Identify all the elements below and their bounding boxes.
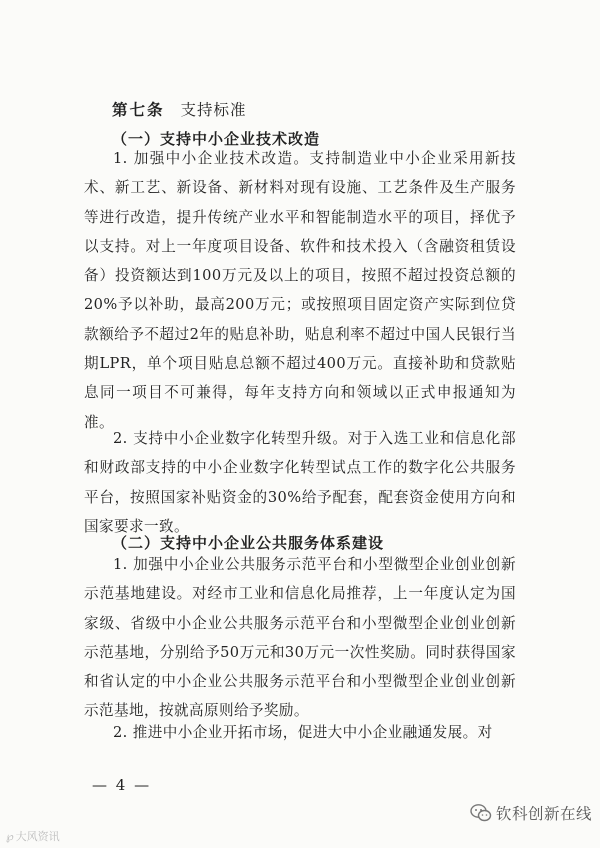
paragraph-2-1: 1. 加强中小企业公共服务示范平台和小型微型企业创业创新示范基地建设。对经市工业和信息化局推荐，上一年度认定为国家级、省级中小企业公共服务示范平台和小型微型企业创业创新示范基地，分别给予50万元和30万元一次性奖励。同时获得国家和省认定的中小企业公共服务示范平台和小型微型企业创业创新示范基地，按就高原则给予奖励。 <box>84 556 516 720</box>
watermark-left-text: 大风资讯 <box>15 830 60 843</box>
watermark-right <box>470 801 592 825</box>
article-title: 支持标准 <box>180 101 247 119</box>
watermark-left <box>6 828 60 844</box>
section-heading-2: （二）支持中小企业公共服务体系建设 <box>112 534 385 552</box>
page-number: — 4 — <box>92 776 152 794</box>
article-heading <box>112 98 247 120</box>
watermark-right-text: 钦科创新在线 <box>495 805 592 823</box>
watermark-logo-icon: ℘ <box>6 830 14 843</box>
paragraph-2-2: 2. 推进中小企业开拓市场，促进大中小企业融通发展。对 <box>113 724 493 741</box>
paragraph-1-2: 2. 支持中小企业数字化转型升级。对于入选工业和信息化部和财政部支持的中小企业数字化转型试点工作的数字化公共服务平台，按照国家补贴资金的30%给予配套，配套资金使用方向和国家要求一致。 <box>84 430 516 535</box>
section-heading-1: （一）支持中小企业技术改造 <box>112 130 321 148</box>
paragraph-1-1: 1. 加强中小企业技术改造。支持制造业中小企业采用新技术、新工艺、新设备、新材料对现有设施、工艺条件及生产服务等进行改造，提升传统产业水平和智能制造水平的项目，择优予以支持。对上一年度项目设备、软件和技术投入（含融资租赁设备）投资额达到100万元及以上的项目，按照不超过投资总额的20%予以补助，最高200万元；或按照项目固定资产实际到位贷款额给予不超过2年的贴息补助，贴息利率不超过中国人民银行当期LPR，单个项目贴息总额不超过400万元。直接补助和贷款贴息同一项目不可兼得，每年支持方向和领域以正式申报通知为准。 <box>84 150 516 431</box>
wechat-icon <box>470 803 492 823</box>
article-number: 第七条 <box>112 100 165 119</box>
